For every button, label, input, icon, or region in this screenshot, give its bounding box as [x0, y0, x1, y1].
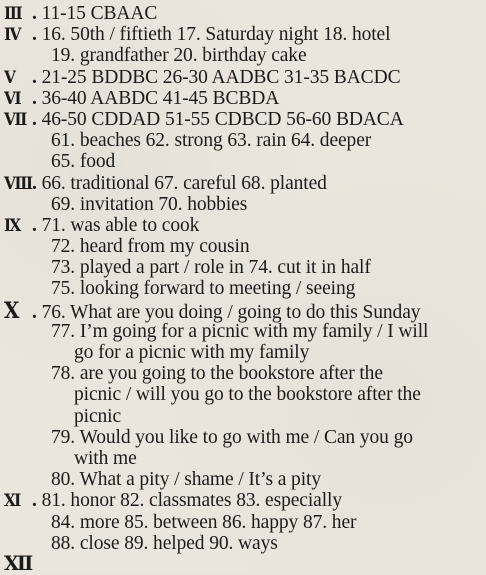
answer-line: 66. traditional 67. careful 68. planted: [41, 172, 327, 194]
answer-line: 73. played a part / role in 74. cut it in half: [51, 257, 371, 279]
answer-line: 71. was able to cook: [41, 214, 200, 236]
answer-line: 79. Would you like to go with me / Can you go: [51, 426, 413, 448]
section-11: Ⅺ . 81. honor 82. classmates 83. especially: [4, 490, 343, 512]
section-7: Ⅶ . 46-50 CDDAD 51-55 CDBCD 56-60 BDACA: [4, 108, 404, 130]
answer-line: 16. 50th / fiftieth 17. Saturday night 18. hotel: [41, 24, 391, 46]
answer-list: [0, 3, 486, 554]
answer-line: with me: [74, 447, 137, 469]
section-5: Ⅴ . 21-25 BDDBC 26-30 AADBC 31-35 BACDC: [4, 66, 401, 88]
answer-line: 76. What are you doing / going to do this Sunday: [41, 301, 421, 323]
answer-line: picnic: [74, 405, 122, 427]
answer-line: 65. food: [51, 151, 116, 173]
answer-line: 78. are you going to the bookstore after the: [51, 363, 383, 385]
answer-line: 80. What a pity / shame / It’s a pity: [51, 469, 321, 491]
answer-line: 81. honor 82. classmates 83. especially: [41, 490, 343, 512]
section-6: Ⅵ . 36-40 AABDC 41-45 BCBDA: [4, 87, 280, 109]
section-8: Ⅷ. 66. traditional 67. careful 68. planted: [4, 172, 327, 194]
answer-line: 75. looking forward to meeting / seeing: [51, 278, 356, 300]
section-numeral: Ⅵ: [4, 88, 22, 108]
answer-line: 19. grandfather 20. birthday cake: [51, 45, 307, 67]
section-numeral: Ⅹ: [4, 297, 19, 323]
cut-off-line: [4, 554, 484, 575]
section-numeral: Ⅶ: [4, 109, 27, 129]
section-numeral: Ⅲ: [4, 4, 23, 23]
answer-line: 61. beaches 62. strong 63. rain 64. deeper: [51, 130, 372, 152]
section-numeral: Ⅴ: [4, 67, 16, 87]
section-9: Ⅸ . 71. was able to cook: [4, 214, 200, 236]
section-numeral: Ⅸ: [4, 215, 21, 235]
answer-line: 21-25 BDDBC 26-30 AADBC 31-35 BACDC: [41, 66, 401, 88]
answer-line: 46-50 CDDAD 51-55 CDBCD 56-60 BDACA: [41, 108, 404, 130]
section-4: Ⅳ . 16. 50th / fiftieth 17. Saturday night 18. hotel: [4, 24, 391, 46]
answer-line: 11-15 CBAAC: [41, 3, 158, 24]
section-3: Ⅲ . 11-15 CBAAC: [4, 3, 158, 24]
section-numeral: Ⅺ: [4, 491, 21, 511]
answer-line: picnic / will you go to the bookstore after the: [74, 384, 421, 406]
section-10: Ⅹ . 76. What are you doing / going to do this Sunday: [4, 297, 421, 323]
answer-line: 88. close 89. helped 90. ways: [51, 532, 278, 554]
answer-line: 69. invitation 70. hobbies: [51, 193, 248, 215]
section-numeral: Ⅻ: [4, 554, 34, 575]
answer-line: 72. heard from my cousin: [51, 236, 250, 258]
section-numeral: Ⅳ: [4, 25, 21, 45]
answer-line: 36-40 AABDC 41-45 BCBDA: [41, 87, 280, 109]
answer-line: 84. more 85. between 86. happy 87. her: [51, 511, 357, 533]
answer-line: 77. I’m going for a picnic with my family / I will: [51, 320, 429, 342]
section-numeral: Ⅷ: [4, 173, 33, 193]
answer-line: go for a picnic with my family: [74, 342, 310, 363]
